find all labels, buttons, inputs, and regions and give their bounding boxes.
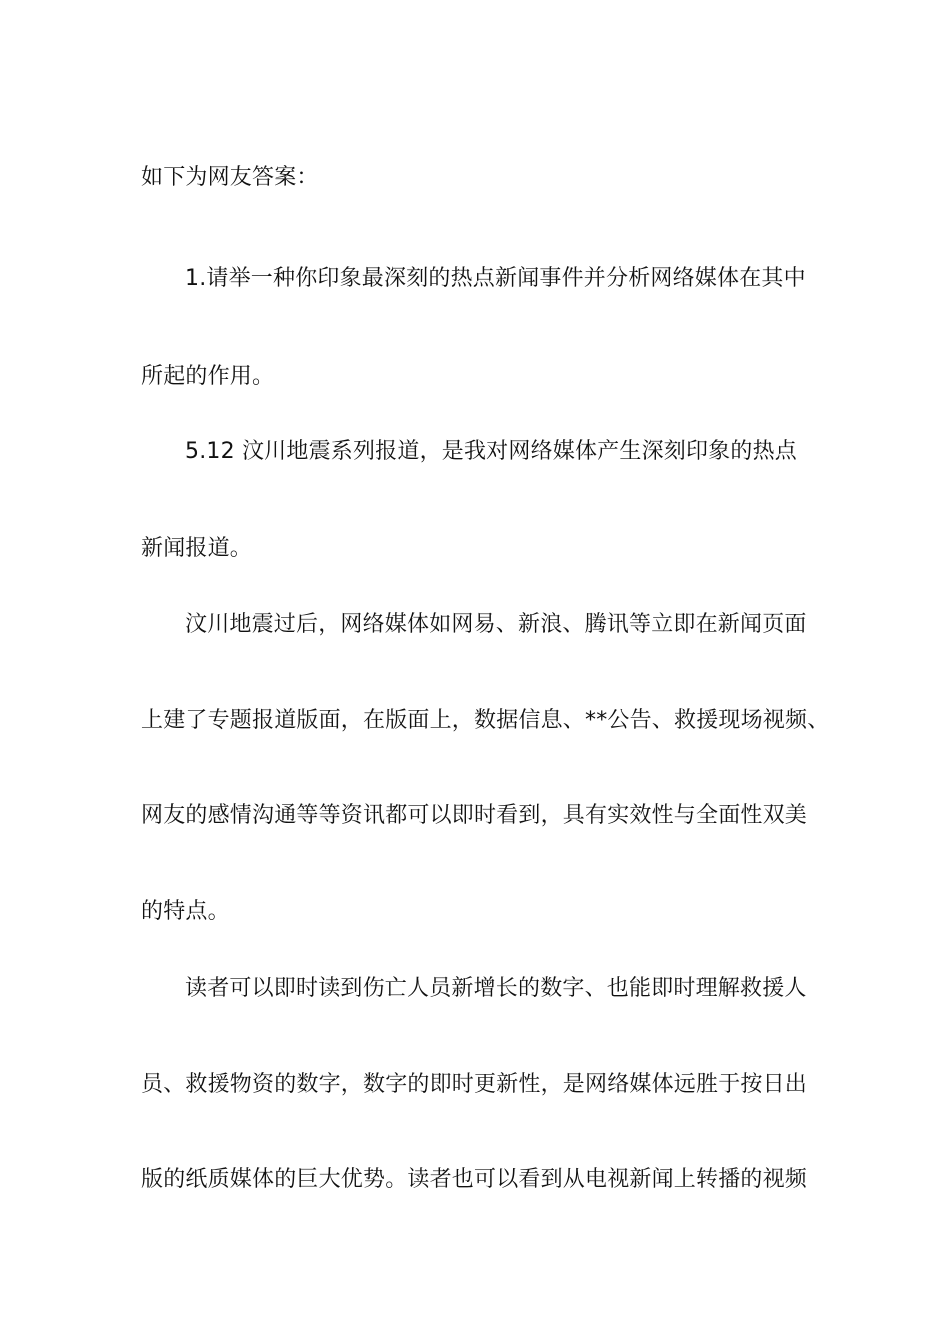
paragraph-line: 网友的感情沟通等等资讯都可以即时看到，具有实效性与全面性双美 [141,803,808,828]
intro-text: 如下为网友答案： [141,165,319,190]
paragraph-line: 读者可以即时读到伤亡人员新增长的数字、也能即时理解救援人 [185,976,807,1001]
paragraph-line: 汶川地震过后，网络媒体如网易、新浪、腾讯等立即在新闻页面 [185,612,807,637]
paragraph-line: 新闻报道。 [141,536,253,561]
paragraph-line: 版的纸质媒体的巨大优势。读者也可以看到从电视新闻上转播的视频 [141,1167,808,1192]
question-line: 所起的作用。 [141,364,275,389]
paragraph-line: 5.12 汶川地震系列报道，是我对网络媒体产生深刻印象的热点 [185,439,797,464]
paragraph-line: 上建了专题报道版面，在版面上，数据信息、**公告、救援现场视频、 [141,708,830,733]
question-line: 1.请举一种你印象最深刻的热点新闻事件并分析网络媒体在其中 [185,266,806,291]
paragraph-line: 的特点。 [141,899,230,924]
paragraph-line: 员、救援物资的数字，数字的即时更新性，是网络媒体远胜于按日出 [141,1072,808,1097]
